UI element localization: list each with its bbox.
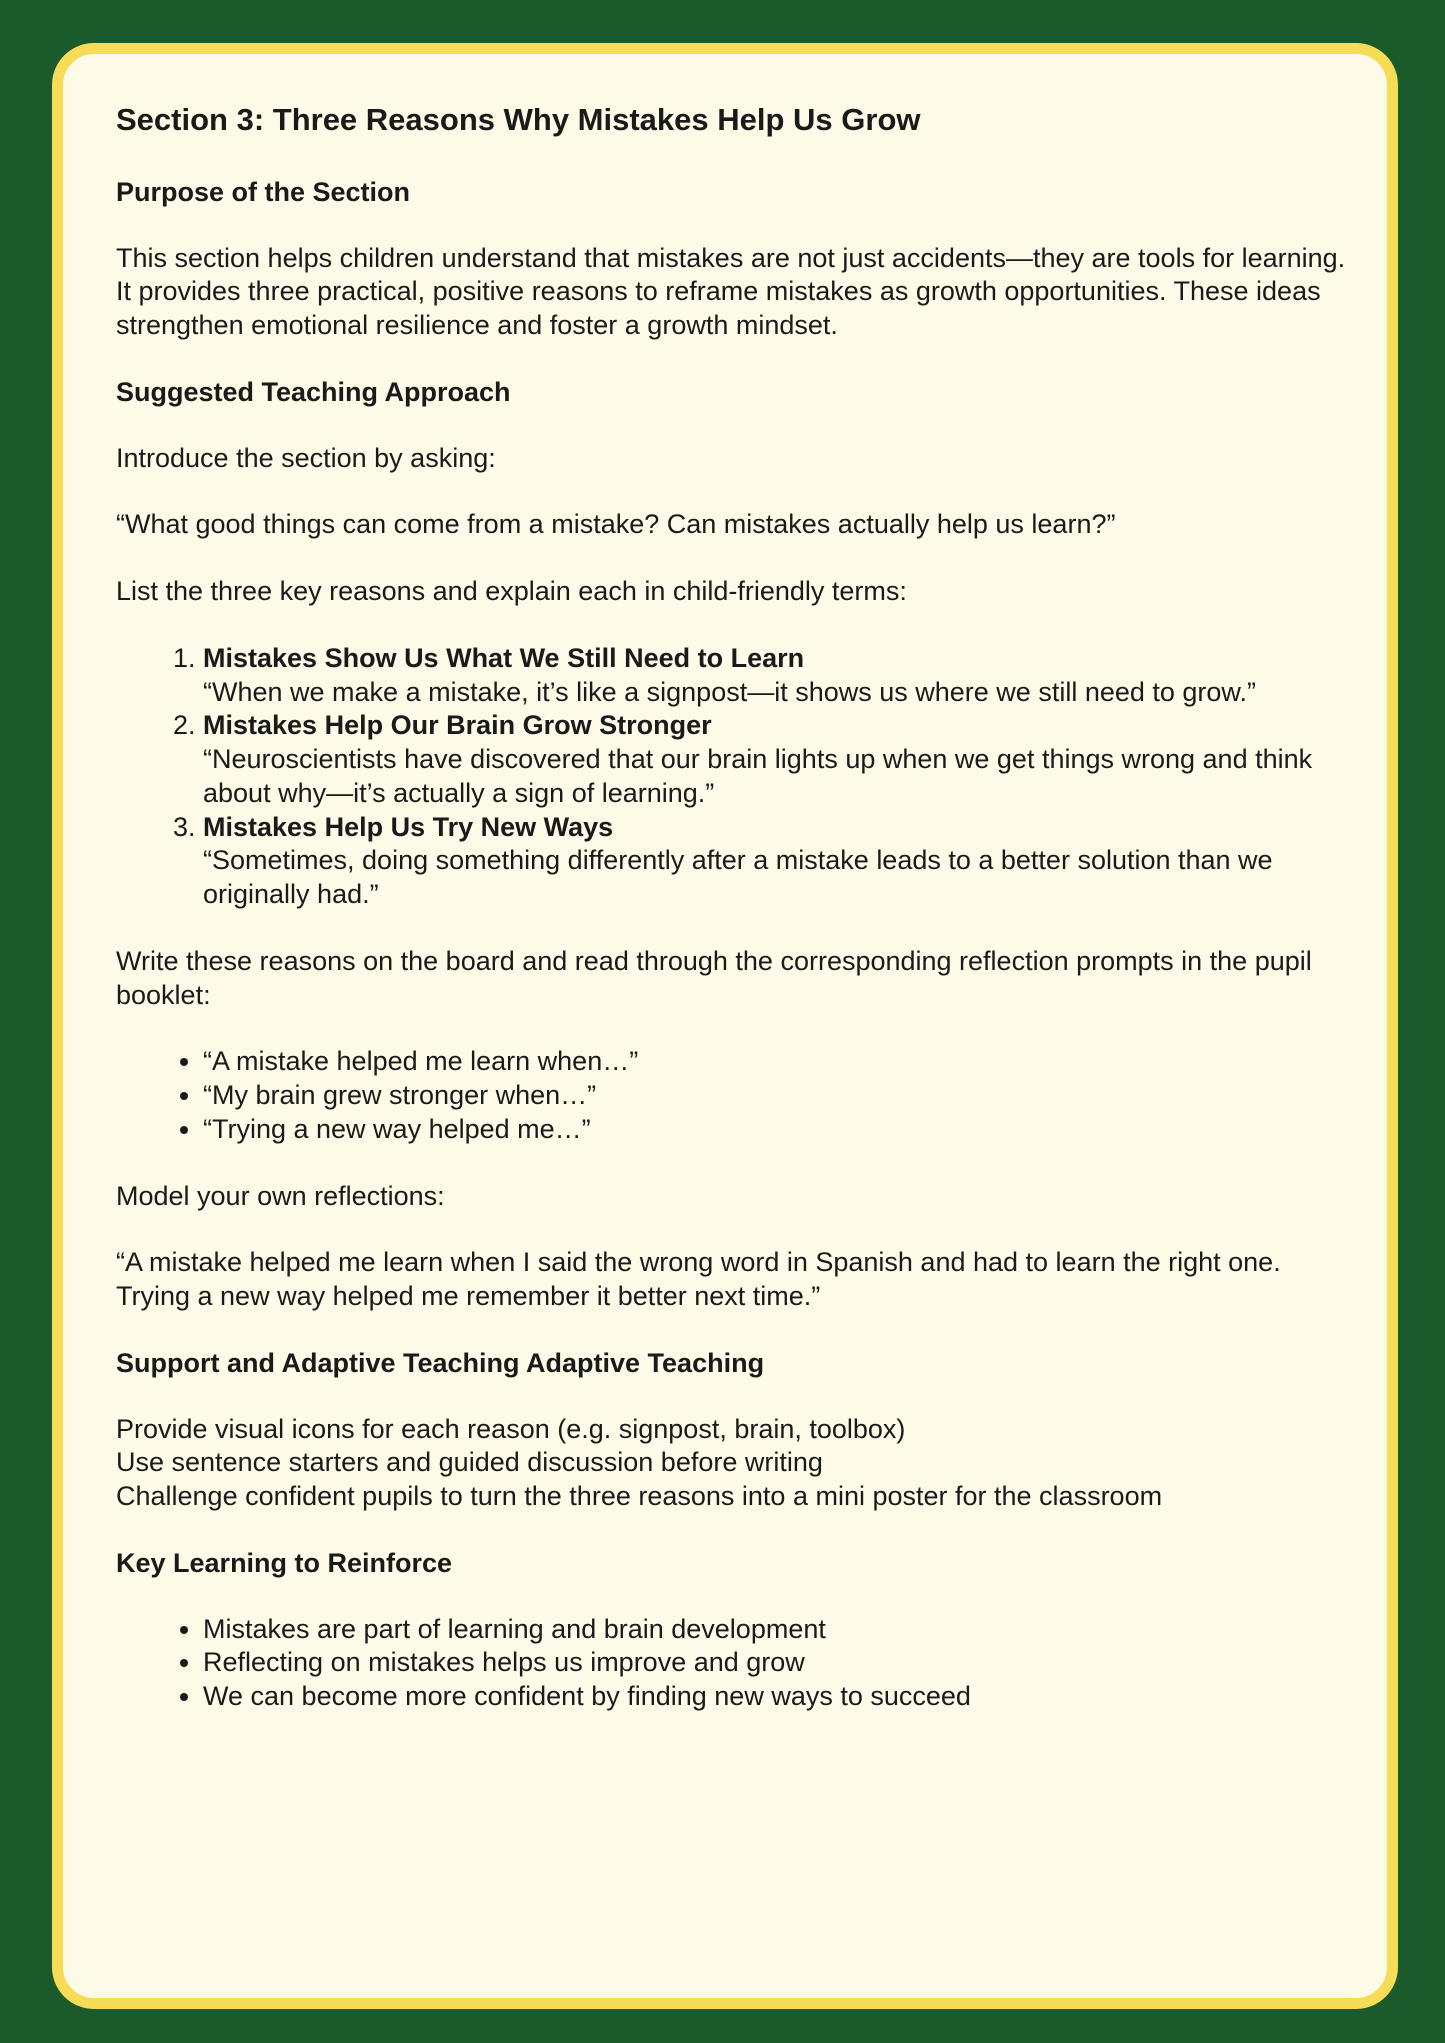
approach-intro: Introduce the section by asking: (116, 442, 496, 473)
board-text: Write these reasons on the board and read through the corresponding reflection prompts in the pupil booklet: (116, 945, 1312, 1010)
key-learning-heading: Key Learning to Reinforce (116, 1547, 453, 1578)
reason-title: 1. Mistakes Show Us What We Still Need to Learn (203, 642, 805, 673)
prompt-item: • “Trying a new way helped me…” (203, 1113, 1356, 1147)
key-learning-list (116, 1613, 1356, 1714)
approach-heading: Suggested Teaching Approach (116, 376, 511, 407)
document-card (52, 43, 1398, 2009)
support-line: Provide visual icons for each reason (e.g. signpost, brain, toolbox) (116, 1413, 906, 1444)
reason-item (203, 709, 1356, 810)
reason-quote: “Neuroscientists have discovered that our brain lights up when we get things wrong and think about why—it’s actually a sign of learning.” (203, 744, 1313, 808)
key-learning-item: • Mistakes are part of learning and brain development (203, 1613, 1356, 1647)
prompt-item: • “A mistake helped me learn when…” (203, 1045, 1356, 1079)
support-lines (116, 1413, 1356, 1514)
reason-quote: “When we make a mistake, it’s like a signpost—it shows us where we still need to grow.” (203, 676, 1256, 707)
purpose-heading: Purpose of the Section (116, 176, 411, 207)
support-line: Challenge confident pupils to turn the three reasons into a mini poster for the classroom (116, 1481, 1163, 1511)
support-heading: Support and Adaptive Teaching Adaptive Teaching (116, 1347, 765, 1378)
reason-quote: “Sometimes, doing something differently after a mistake leads to a better solution than we originally had.” (203, 845, 1273, 909)
key-learning-item: • We can become more confident by finding new ways to succeed (203, 1680, 1356, 1714)
reasons-list (116, 642, 1356, 912)
document-content (116, 101, 1356, 1747)
reason-item (203, 642, 1356, 710)
reason-title: 2. Mistakes Help Our Brain Grow Stronger (203, 710, 712, 741)
reason-title: 3. Mistakes Help Us Try New Ways (203, 811, 614, 842)
model-line: Trying a new way helped me remember it better next time.” (116, 1281, 821, 1311)
reason-item (203, 811, 1356, 912)
prompt-item: • “My brain grew stronger when…” (203, 1079, 1356, 1113)
prompts-list (116, 1045, 1356, 1146)
approach-list-intro: List the three key reasons and explain each in child-friendly terms: (116, 576, 907, 606)
page-title: Section 3: Three Reasons Why Mistakes Help Us Grow (116, 102, 921, 137)
approach-question: “What good things can come from a mistake? Can mistakes actually help us learn?” (116, 509, 1116, 540)
key-learning-item: • Reflecting on mistakes helps us improve and grow (203, 1646, 1356, 1680)
model-reflection (116, 1246, 1356, 1314)
model-intro: Model your own reflections: (116, 1180, 445, 1211)
purpose-text: This section helps children understand that mistakes are not just accidents—they are tools for learning. It provides three practical, positive reasons to reframe mistakes as growth opportunities. These ideas strengthen emotional resilience and foster a growth mindset. (116, 242, 1346, 340)
model-line: “A mistake helped me learn when I said the wrong word in Spanish and had to learn the right one. (116, 1247, 1281, 1278)
support-line: Use sentence starters and guided discussion before writing (116, 1447, 823, 1478)
